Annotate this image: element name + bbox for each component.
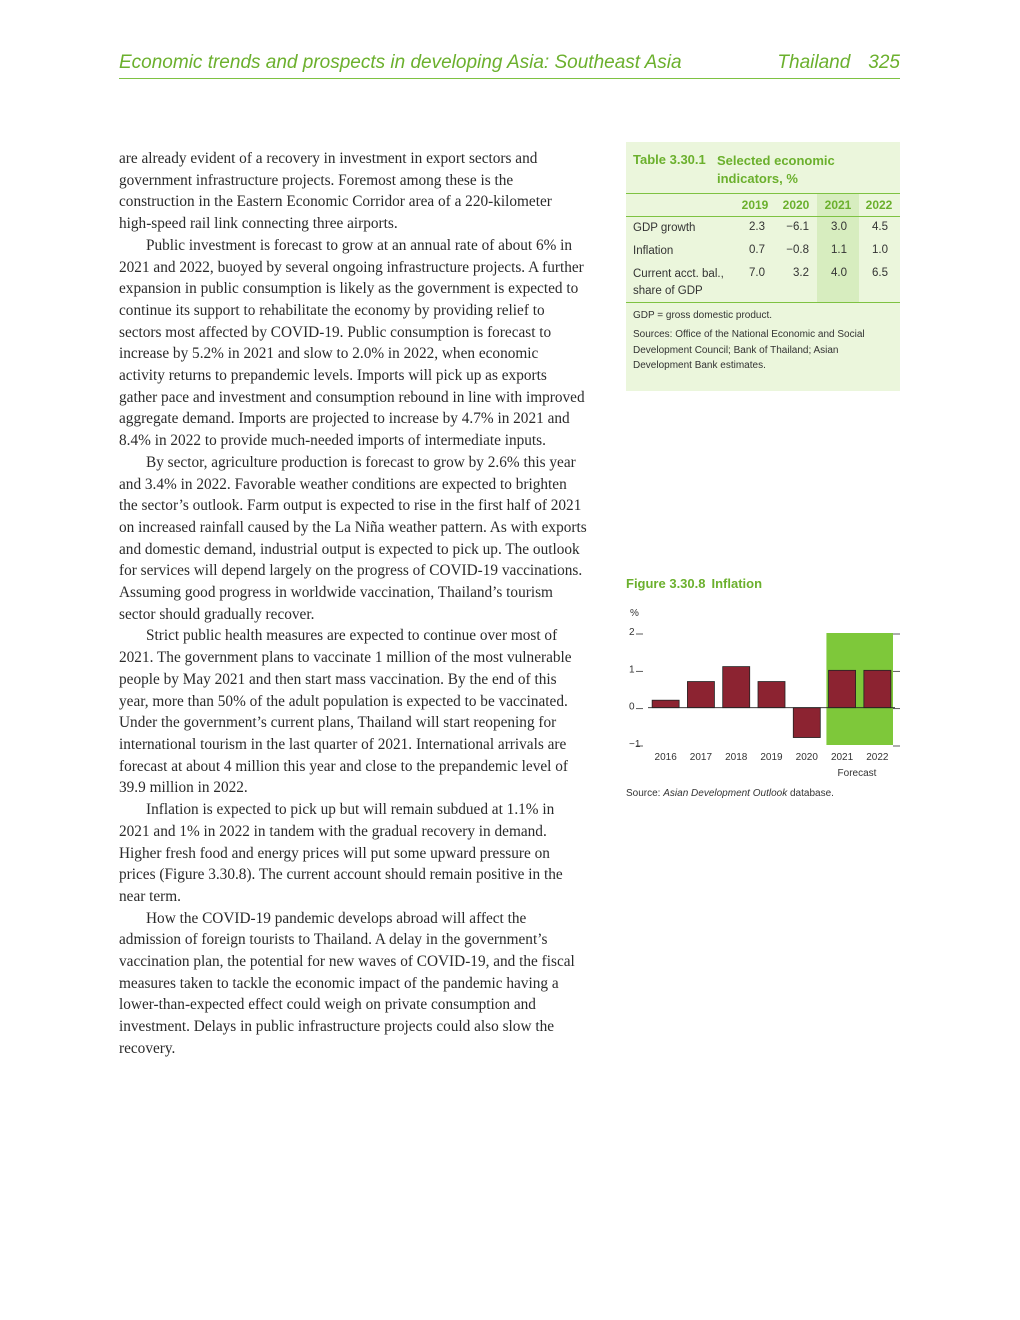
paragraph: Public investment is forecast to grow at an annual rate of about 6% in 2021 and 2022, buoyed by several ongoing infrastructure projects. A further expansion in public consumption is likely as the government is expected to continue its support to rehabilitate the economy by providing relief to sectors most affected by COVID-19. Public consumption is forecast to increase by 5.2% in 2021 and slow to 2.0% in 2022, when economic activity returns to prepandemic levels. Imports will pick up as exports gather pace and investment and consumption rebound in line with improved aggregate demand. Imports are projected to increase by 4.7% in 2021 and 8.4% in 2022 to provide much-needed imports of intermediate inputs. <box>119 236 585 450</box>
table-note: GDP = gross domestic product. <box>633 310 773 321</box>
paragraph: Inflation is expected to pick up but will remain subdued at 1.1% in 2021 and 1% in 2022 in tandem with the gradual recovery in demand. Higher fresh food and energy prices will put some upward pressure on prices (Figure 3.30.8). The current account should remain positive in the near term. <box>119 801 563 905</box>
body-text <box>119 148 587 1060</box>
source-italic: Asian Development Outlook <box>663 788 788 799</box>
inflation-chart <box>620 600 910 785</box>
table-sources: Sources: Office of the National Economic and Social Development Council; Bank of Thailand; Asian Development Bank estimates. <box>633 329 865 371</box>
y-tick-label: 1 <box>629 664 635 676</box>
indicators-table <box>626 142 900 391</box>
x-tick-label: 2020 <box>795 752 818 763</box>
source-suffix: database. <box>787 788 834 799</box>
country-name: Thailand <box>777 52 851 73</box>
source-prefix: Source: <box>626 788 664 799</box>
bar-2021 <box>829 670 856 707</box>
x-tick-label: 2021 <box>830 752 854 763</box>
paragraph: Strict public health measures are expected to continue over most of 2021. The government plans to vaccinate 1 million of the most vulnerable people by May 2021 and then start mass vaccination. By the end of this year, more than 50% of the adult population is expected to be vaccinated. Under the government’s current plans, Thailand will start reopening for international tourism in the last quarter of 2021. International arrivals are forecast at about 4 million this year and close to the prepandemic level of 39.9 million in 2022. <box>119 627 572 797</box>
y-tick-label: 0 <box>629 701 635 713</box>
running-header <box>119 50 900 79</box>
table-year-header: 2022 <box>865 198 893 212</box>
x-tick-label: 2022 <box>866 752 889 763</box>
x-tick-label: 2018 <box>725 752 748 763</box>
y-tick-label: −1 <box>629 739 641 750</box>
table-cell: 1.1 <box>831 244 847 256</box>
table-cell: 7.0 <box>749 267 765 279</box>
table-cell: 3.0 <box>831 221 847 233</box>
figure-title <box>626 576 762 591</box>
table-cell: 3.2 <box>793 267 809 279</box>
table-cell: 2.3 <box>749 221 765 233</box>
forecast-label: Forecast <box>837 768 877 779</box>
bar-2017 <box>687 682 714 708</box>
bar-2016 <box>652 700 679 707</box>
bar-2018 <box>723 667 750 708</box>
header-right <box>777 52 900 74</box>
table-cell: −6.1 <box>786 221 809 233</box>
table-row-label: GDP growth <box>633 222 696 234</box>
table-row-label: Inflation <box>633 245 674 257</box>
paragraph: How the COVID-19 pandemic develops abroad will affect the admission of foreign tourists to Thailand. A delay in the government’s vaccination plan, the potential for new waves of COVID-19, and the fiscal measures taken to tackle the economic impact of the pandemic having a lower-than-expected effect could weigh on private consumption and investment. Delays in public infrastructure projects could also slow the recovery. <box>119 909 575 1057</box>
table-label: Table 3.30.1 <box>633 152 706 167</box>
page-number: 325 <box>868 52 900 73</box>
table-cell: −0.8 <box>786 244 809 256</box>
y-axis-unit: % <box>630 608 639 619</box>
table-rule-bottom <box>626 302 900 303</box>
paragraph: are already evident of a recovery in investment in export sectors and government infrastructure projects. Foremost among these is the construction in the Eastern Economic Corridor area of a 220-kilometer high-speed rail link connecting three airports. <box>119 150 552 233</box>
table-year-header: 2019 <box>741 198 769 212</box>
section-title: Economic trends and prospects in developing Asia: Southeast Asia <box>119 52 682 73</box>
bar-2019 <box>758 682 785 708</box>
table-rule-header <box>626 216 900 217</box>
table-cell: 4.0 <box>831 267 847 279</box>
x-tick-label: 2017 <box>689 752 713 763</box>
x-tick-label: 2019 <box>760 752 783 763</box>
x-tick-label: 2016 <box>654 752 677 763</box>
table-cell: 4.5 <box>872 221 888 233</box>
table-title: Selected economic indicators, % <box>717 153 835 186</box>
paragraph: By sector, agriculture production is forecast to grow by 2.6% this year and 3.4% in 2022. Favorable weather conditions are expected to brighten the sector’s outlook. Farm output is expected to rise in the first half of 2021 on increased rainfall caused by the La Niña weather pattern. As with exports and domestic demand, industrial output is expected to pick up. The outlook for services will depend largely on the progress of COVID-19 vaccinations. Assuming good progress in worldwide vaccination, Thailand’s tourism sector should gradually recover. <box>119 453 587 623</box>
table-cell: 1.0 <box>872 244 888 256</box>
table-cell: 0.7 <box>749 244 765 256</box>
figure-label: Figure 3.30.8 <box>626 576 706 591</box>
figure-name: Inflation <box>711 576 763 591</box>
bar-2022 <box>864 670 891 707</box>
bar-2020 <box>793 708 820 738</box>
figure-source <box>626 788 834 799</box>
y-tick-label: 2 <box>629 627 635 638</box>
table-year-header: 2020 <box>782 198 810 212</box>
table-row-label: Current acct. bal., share of GDP <box>633 268 724 297</box>
table-year-header: 2021 <box>824 198 852 212</box>
table-cell: 6.5 <box>872 267 888 279</box>
